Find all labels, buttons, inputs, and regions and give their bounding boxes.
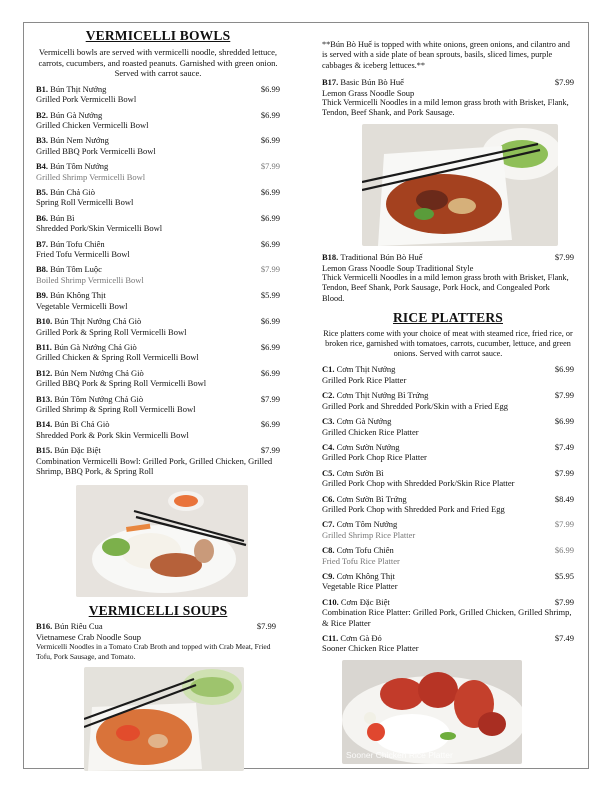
menu-item-c10 — [322, 597, 574, 628]
menu-item-description: Vegetable Vermicelli Bowl — [36, 300, 128, 311]
menu-item-c3 — [322, 416, 574, 437]
menu-item-description: Fried Tofu Rice Platter — [322, 555, 400, 566]
menu-item-c8 — [322, 545, 574, 566]
menu-item-price: $7.99 — [260, 264, 280, 275]
menu-item-name: C10. Cơm Đặc Biệt — [322, 596, 390, 607]
menu-item-b10 — [36, 316, 280, 337]
menu-item-b16 — [36, 621, 280, 661]
menu-item-name: B18. Traditional Bún Bò Huế — [322, 252, 423, 263]
menu-item-b4 — [36, 161, 280, 182]
menu-item-description: Grilled Shrimp & Spring Roll Vermicelli Bowl — [36, 403, 196, 414]
menu-item-description: Shredded Pork & Pork Skin Vermicelli Bowl — [36, 429, 189, 440]
menu-item-name: B6. Bún Bì — [36, 212, 75, 223]
menu-item-b5 — [36, 187, 280, 208]
menu-item-price: $6.99 — [554, 416, 574, 427]
menu-item-description: Combination Vermicelli Bowl: Grilled Pork, Grilled Chicken, Grilled Shrimp, BBQ Pork, & Spring Roll — [36, 455, 273, 476]
vermicelli-soups-title: VERMICELLI SOUPS — [88, 603, 228, 619]
menu-item-description: Grilled BBQ Pork & Spring Roll Vermicelli Bowl — [36, 378, 207, 389]
crab-soup-illustration — [84, 667, 244, 771]
menu-item-description: Boiled Shrimp Vermicelli Bowl — [36, 274, 144, 285]
menu-item-price: $6.99 — [260, 212, 280, 223]
menu-item-price: $6.99 — [554, 364, 574, 375]
menu-item-price: $6.99 — [260, 419, 280, 430]
menu-item-name: C5. Cơm Sườn Bì — [322, 467, 384, 478]
menu-item-description: Grilled Pork & Spring Roll Vermicelli Bowl — [36, 326, 187, 337]
vermicelli-bowls-intro: Vermicelli bowls are served with vermicelli noodle, shredded lettuce, carrots, cucumbers, and roasted peanuts. Garnished with green onion. Served with carrot sauce. — [38, 47, 278, 79]
menu-item-price: $6.99 — [260, 316, 280, 327]
menu-item-b9 — [36, 290, 280, 311]
menu-item-price: $7.99 — [554, 596, 574, 607]
menu-item-price: $6.99 — [260, 341, 280, 352]
menu-item-c11 — [322, 633, 574, 654]
menu-item-name: B8. Bún Tôm Luộc — [36, 264, 102, 275]
menu-item-description: Grilled Pork Chop with Shredded Pork/Skin Rice Platter — [322, 478, 515, 489]
vermicelli-bowl-illustration — [76, 485, 248, 597]
menu-item-b13 — [36, 394, 280, 415]
menu-item-subtitle: Lemon Grass Noodle Soup — [322, 87, 415, 98]
menu-item-price: $7.99 — [554, 252, 574, 263]
chicken-rice-illustration — [342, 660, 522, 764]
menu-item-description: Grilled BBQ Pork Vermicelli Bowl — [36, 145, 156, 156]
left-column — [36, 28, 280, 771]
menu-item-description: Grilled Pork and Shredded Pork/Skin with a Fried Egg — [322, 400, 509, 411]
menu-item-description: Grilled Shrimp Rice Platter — [322, 529, 416, 540]
menu-item-name: B10. Bún Thịt Nướng Chả Giò — [36, 316, 142, 327]
menu-item-description: Grilled Pork Rice Platter — [322, 374, 407, 385]
menu-item-b2 — [36, 110, 280, 131]
menu-item-subtitle: Lemon Grass Noodle Soup Traditional Style — [322, 262, 474, 273]
menu-item-price: $7.49 — [554, 441, 574, 452]
menu-item-b12 — [36, 368, 280, 389]
crab-noodle-soup-photo — [84, 667, 244, 771]
sooner-chicken-photo — [342, 660, 522, 764]
menu-item-description: Grilled Chicken Rice Platter — [322, 426, 419, 437]
menu-item-name: C2. Cơm Thịt Nướng Bì Trứng — [322, 390, 429, 401]
vermicelli-bowl-photo — [76, 485, 248, 597]
menu-item-b18 — [322, 252, 574, 303]
menu-item-price: $7.99 — [260, 161, 280, 172]
menu-item-name: C9. Cơm Không Thịt — [322, 570, 395, 581]
menu-item-c1 — [322, 364, 574, 385]
menu-item-name: C8. Cơm Tofu Chiên — [322, 545, 394, 556]
menu-item-name: B1. Bún Thịt Nướng — [36, 83, 107, 94]
menu-item-price: $7.99 — [256, 621, 276, 632]
menu-item-description: Sooner Chicken Rice Platter — [322, 643, 419, 654]
menu-item-description: Thick Vermicelli Noodles in a mild lemon grass broth with Brisket, Flank, Tendon, Beef Shank, and Pork Sausage. — [322, 98, 569, 118]
menu-item-description: Grilled Chicken Vermicelli Bowl — [36, 120, 149, 130]
menu-item-name: B13. Bún Tôm Nướng Chả Giò — [36, 393, 144, 404]
menu-item-description: Vermicelli Noodles in a Tomato Crab Broth and topped with Crab Meat, Fried Tofu, Pork Sausage, and Tomato. — [36, 642, 271, 661]
photo-caption: Sooner Chicken Rice Platter — [346, 749, 453, 760]
menu-item-description: Grilled Shrimp Vermicelli Bowl — [36, 171, 146, 182]
menu-item-name: B17. Basic Bún Bò Huế — [322, 77, 404, 88]
menu-item-price: $5.95 — [554, 570, 574, 581]
menu-item-price: $5.99 — [260, 290, 280, 301]
menu-item-description: Grilled Chicken & Spring Roll Vermicelli Bowl — [36, 352, 199, 363]
menu-item-b3 — [36, 135, 280, 156]
menu-item-name: B2. Bún Gà Nướng — [36, 109, 103, 120]
menu-item-price: $7.99 — [260, 393, 280, 404]
menu-item-price: $6.99 — [260, 135, 280, 146]
menu-item-description: Shredded Pork/Skin Vermicelli Bowl — [36, 223, 163, 234]
menu-item-b1 — [36, 84, 280, 105]
menu-item-description: Thick Vermicelli Noodles in a mild lemon grass broth with Brisket, Flank, Tendon, Beef Shank, Pork Sausage, Pork Hock, and Congealed Pork Blood. — [322, 273, 569, 303]
vermicelli-bowls-title: VERMICELLI BOWLS — [85, 28, 231, 43]
menu-item-b11 — [36, 342, 280, 363]
menu-item-subtitle: Vietnamese Crab Noodle Soup — [36, 631, 142, 642]
rice-platters-list — [322, 364, 574, 653]
menu-item-price: $6.99 — [260, 109, 280, 120]
menu-item-price: $7.99 — [554, 519, 574, 530]
menu-item-name: B4. Bún Tôm Nướng — [36, 161, 109, 172]
menu-item-price: $6.99 — [554, 545, 574, 556]
menu-item-name: B5. Bún Chả Giò — [36, 187, 96, 198]
menu-item-name: B15. Bún Đặc Biệt — [36, 445, 101, 456]
menu-item-description: Grilled Pork Vermicelli Bowl — [36, 94, 137, 105]
menu-item-name: B3. Bún Nem Nướng — [36, 135, 109, 146]
menu-item-name: B9. Bún Không Thịt — [36, 290, 106, 301]
menu-item-name: C3. Cơm Gà Nướng — [322, 416, 392, 427]
menu-item-price: $6.99 — [260, 83, 280, 94]
menu-item-name: C6. Cơm Sườn Bì Trứng — [322, 493, 407, 504]
menu-item-b6 — [36, 213, 280, 234]
menu-item-price: $7.99 — [554, 467, 574, 478]
menu-item-name: C7. Cơm Tôm Nướng — [322, 519, 398, 530]
menu-item-description: Combination Rice Platter: Grilled Pork, Grilled Chicken, Grilled Shrimp, & Rice Platter — [322, 607, 572, 628]
menu-item-name: B12. Bún Nem Nướng Chả Giò — [36, 367, 144, 378]
menu-item-price: $6.99 — [260, 367, 280, 378]
menu-item-b7 — [36, 239, 280, 260]
menu-item-name: B7. Bún Tofu Chiên — [36, 238, 105, 249]
menu-item-price: $6.99 — [260, 238, 280, 249]
rice-platters-intro: Rice platters come with your choice of meat with steamed rice, fried rice, or broken rice, garnished with tomatoes, carrots, cucumber, lettuce, and green onions. Served with carrot sauce. — [323, 328, 573, 359]
menu-item-c6 — [322, 494, 574, 515]
menu-item-price: $8.49 — [554, 493, 574, 504]
menu-item-price: $6.99 — [260, 187, 280, 198]
menu-item-c4 — [322, 442, 574, 463]
menu-item-price: $7.49 — [554, 633, 574, 643]
menu-item-name: B16. Bún Riêu Cua — [36, 621, 103, 632]
menu-item-c7 — [322, 519, 574, 540]
menu-item-description: Vegetable Rice Platter — [322, 581, 398, 592]
menu-item-name: C4. Cơm Sườn Nướng — [322, 441, 400, 452]
menu-item-description: Grilled Pork Chop with Shredded Pork and Fried Egg — [322, 503, 505, 514]
menu-item-price: $7.99 — [554, 390, 574, 401]
menu-item-b15 — [36, 445, 280, 476]
menu-item-name: B11. Bún Gà Nướng Chả Giò — [36, 341, 137, 352]
bun-bo-hue-photo — [362, 124, 558, 246]
menu-item-description: Grilled Pork Chop Rice Platter — [322, 452, 427, 463]
lemon-grass-soup-illustration — [362, 124, 558, 246]
menu-item-b8 — [36, 264, 280, 285]
vermicelli-bowls-list — [36, 84, 280, 477]
menu-item-description: Fried Tofu Vermicelli Bowl — [36, 249, 130, 260]
menu-item-name: C1. Cơm Thịt Nướng — [322, 364, 396, 375]
menu-item-description: Spring Roll Vermicelli Bowl — [36, 197, 134, 208]
menu-item-b14 — [36, 419, 280, 440]
menu-item-c5 — [322, 468, 574, 489]
menu-item-b17 — [322, 77, 574, 118]
menu-item-price: $7.99 — [554, 77, 574, 88]
menu-item-c9 — [322, 571, 574, 592]
bun-bo-hue-note: **Bún Bò Huế is topped with white onions, green onions, and cilantro and is served with a side plate of bean sprouts, basils, sliced limes, purple cabbages & iceberg lettuces.** — [322, 40, 570, 70]
menu-item-name: B14. Bún Bì Chả Giò — [36, 419, 110, 430]
menu-item-name: C11. Cơm Gà Đỏ — [322, 633, 382, 643]
menu-item-price: $7.99 — [260, 445, 280, 456]
menu-item-c2 — [322, 390, 574, 411]
right-column — [322, 40, 574, 764]
rice-platters-title: RICE PLATTERS — [392, 309, 503, 325]
